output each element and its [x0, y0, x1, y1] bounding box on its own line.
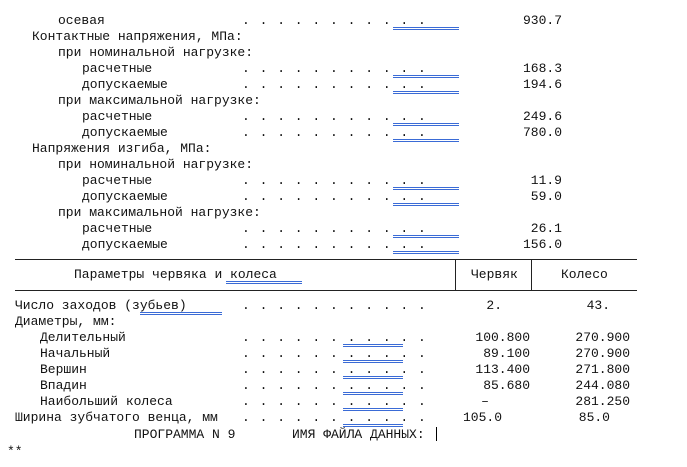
- bending-max-allow-label: допускаемые: [82, 237, 168, 252]
- column-header-worm: Червяк: [471, 267, 518, 282]
- link-underline: [140, 312, 222, 313]
- bending-nominal-calc-label: расчетные: [82, 173, 153, 188]
- program-label: ПРОГРАММА N 9: [134, 427, 236, 442]
- contact-nominal-calc-label: расчетные: [82, 61, 153, 76]
- bending-nominal-allow-value: 59.0: [530, 189, 562, 204]
- diameter-row-label: Наибольший колеса: [40, 394, 173, 409]
- dot-leader: . . . . . . . . . . .: [242, 77, 427, 92]
- link-underline: [226, 281, 302, 282]
- link-underline: [343, 360, 403, 361]
- link-underline: [393, 203, 459, 204]
- contact-max-label: при максимальной нагрузке:: [58, 93, 261, 108]
- contact-nominal-allow-label: допускаемые: [82, 77, 168, 92]
- bending-stress-title: Напряжения изгиба, МПа:: [32, 141, 212, 156]
- column-divider: [531, 259, 532, 290]
- diameter-row-wheel: 270.900: [575, 346, 630, 361]
- link-underline: [393, 205, 459, 206]
- dot-leader: . . . . . . . . . . .: [242, 410, 427, 425]
- face-width-label: Ширина зубчатого венца, мм: [15, 410, 218, 425]
- teeth-wheel-value: 43.: [586, 298, 610, 313]
- teeth-label: [15, 298, 187, 313]
- bending-max-calc-label: расчетные: [82, 221, 153, 236]
- face-width-wheel: 85.0: [578, 410, 610, 425]
- contact-nominal-label: при номинальной нагрузке:: [58, 45, 254, 60]
- contact-nominal-calc-value: 168.3: [522, 61, 562, 76]
- bending-max-allow-value: 156.0: [522, 237, 562, 252]
- teeth-label-link: зубьев): [132, 298, 187, 313]
- link-underline: [343, 424, 403, 425]
- diameters-title: Диаметры, мм:: [15, 314, 117, 329]
- dot-leader: . . . . . . . . . . .: [242, 237, 427, 252]
- link-underline: [393, 75, 459, 76]
- diameter-row-wheel: 281.250: [575, 394, 630, 409]
- link-underline: [393, 93, 459, 94]
- dot-leader: . . . . . . . . . . .: [242, 61, 427, 76]
- link-underline: [226, 283, 302, 284]
- dot-leader: . . . . . . . . . . .: [242, 109, 427, 124]
- diameter-row-label: Вершин: [40, 362, 87, 377]
- contact-max-allow-value: 780.0: [522, 125, 562, 140]
- diameter-row-worm: 113.400: [475, 362, 530, 377]
- link-underline: [393, 141, 459, 142]
- teeth-worm-value: 2.: [486, 298, 502, 313]
- contact-max-allow-label: допускаемые: [82, 125, 168, 140]
- dot-leader: . . . . . . . . . . .: [242, 221, 427, 236]
- table-header-title-part: колеса: [222, 267, 277, 282]
- table-top-rule: [15, 259, 637, 260]
- link-underline: [393, 235, 459, 236]
- bending-nominal-allow-label: допускаемые: [82, 189, 168, 204]
- diameter-row-worm: –: [481, 394, 489, 409]
- bending-nominal-calc-value: 11.9: [530, 173, 562, 188]
- dot-leader: . . . . . . . . . . .: [242, 189, 427, 204]
- text-cursor[interactable]: [436, 427, 437, 441]
- bending-max-calc-value: 26.1: [530, 221, 562, 236]
- axial-value: 930.7: [522, 13, 562, 28]
- contact-nominal-allow-value: 194.6: [522, 77, 562, 92]
- link-underline: [393, 139, 459, 140]
- link-underline: [343, 408, 403, 409]
- link-underline: [393, 27, 459, 28]
- diameter-row-worm: 85.680: [483, 378, 530, 393]
- diameter-row-worm: 100.800: [475, 330, 530, 345]
- column-header-wheel: Колесо: [561, 267, 608, 282]
- status-stars: **: [7, 444, 23, 459]
- contact-max-calc-label: расчетные: [82, 109, 153, 124]
- link-underline: [393, 253, 459, 254]
- link-underline: [393, 123, 459, 124]
- dot-leader: . . . . . . . . . . .: [242, 298, 427, 313]
- column-divider: [455, 259, 456, 290]
- teeth-label-part: Число заходов (: [15, 298, 133, 313]
- link-underline: [343, 376, 403, 377]
- link-underline: [343, 344, 403, 345]
- bending-max-label: при максимальной нагрузке:: [58, 205, 261, 220]
- diameter-row-label: Впадин: [40, 378, 87, 393]
- diameter-row-wheel: 244.080: [575, 378, 630, 393]
- diameter-row-wheel: 270.900: [575, 330, 630, 345]
- table-header-title-link: и: [214, 267, 223, 282]
- dot-leader: . . . . . . . . . . .: [242, 13, 427, 28]
- bending-nominal-label: при номинальной нагрузке:: [58, 157, 254, 172]
- contact-stress-title: Контактные напряжения, МПа:: [32, 29, 243, 44]
- table-header-title-part: Параметры червяка: [74, 267, 215, 282]
- link-underline: [393, 29, 459, 30]
- dot-leader: . . . . . . . . . . .: [242, 362, 427, 377]
- dot-leader: . . . . . . . . . . .: [242, 378, 427, 393]
- face-width-worm: 105.0: [462, 410, 502, 425]
- dot-leader: . . . . . . . . . . .: [242, 330, 427, 345]
- diameter-row-wheel: 271.800: [575, 362, 630, 377]
- link-underline: [393, 251, 459, 252]
- table-header-rule: [15, 290, 637, 291]
- diameter-row-worm: 89.100: [483, 346, 530, 361]
- link-underline: [343, 392, 403, 393]
- diameter-row-label: Делительный: [40, 330, 126, 345]
- diameter-row-label: Начальный: [40, 346, 111, 361]
- dot-leader: . . . . . . . . . . .: [242, 173, 427, 188]
- contact-max-calc-value: 249.6: [522, 109, 562, 124]
- link-underline: [393, 187, 459, 188]
- dot-leader: . . . . . . . . . . .: [242, 346, 427, 361]
- link-underline: [393, 91, 459, 92]
- dot-leader: . . . . . . . . . . .: [242, 125, 427, 140]
- data-file-prompt: ИМЯ ФАЙЛА ДАННЫХ:: [292, 427, 425, 442]
- dot-leader: . . . . . . . . . . .: [242, 394, 427, 409]
- link-underline: [140, 314, 222, 315]
- axial-label: осевая: [58, 13, 105, 28]
- table-header-title: [74, 267, 277, 282]
